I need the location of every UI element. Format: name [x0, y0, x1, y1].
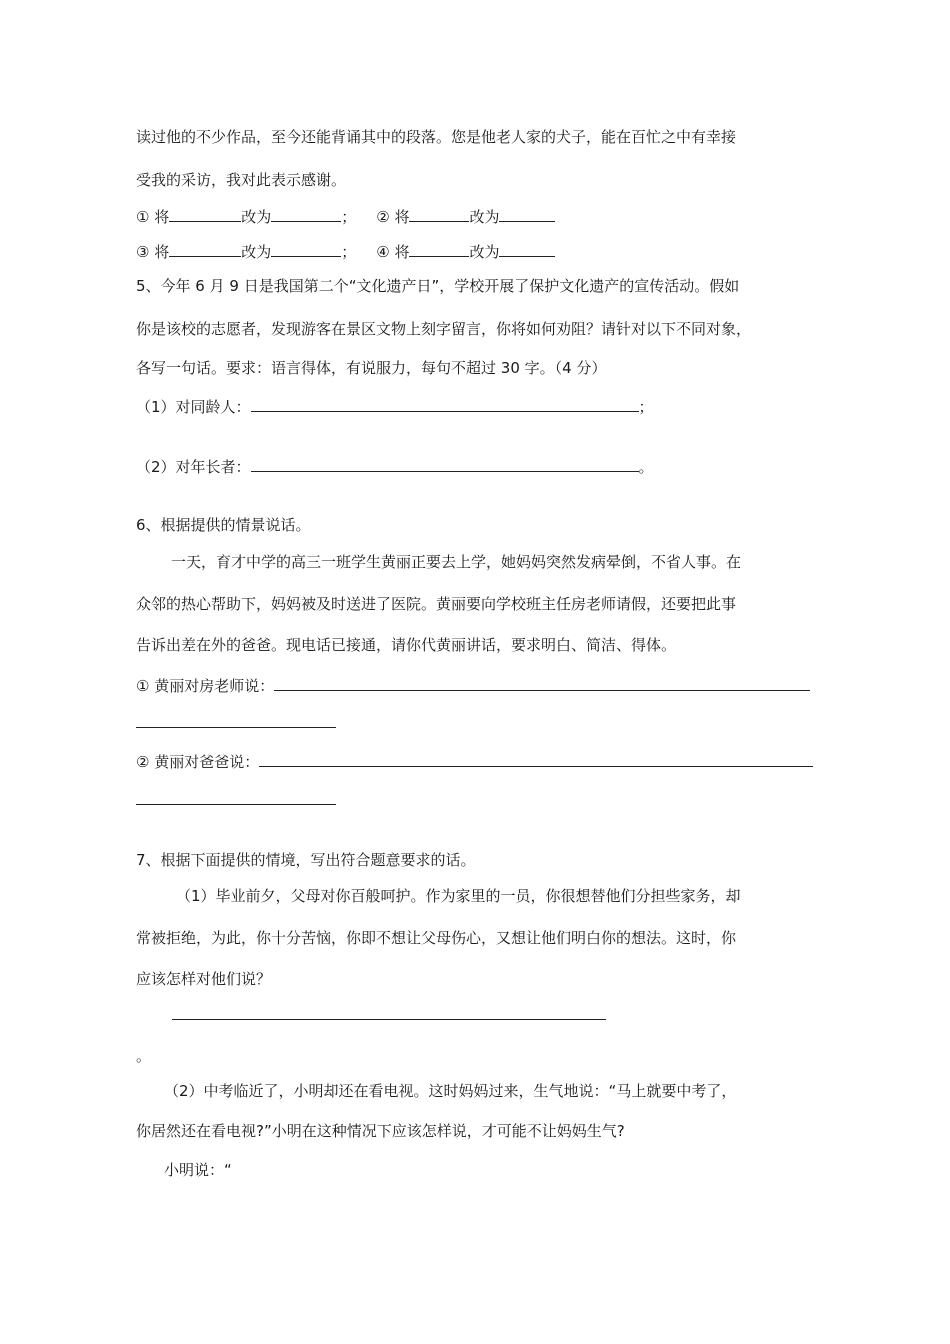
answer-blank[interactable]: [274, 674, 810, 691]
edit-sep: ；: [341, 243, 357, 261]
q5-sub-2: [136, 455, 654, 477]
q5-sub-1: [136, 395, 654, 417]
q5-sub-2-label: （2）对年长者：: [136, 458, 251, 476]
q5-sub-2-end: 。: [638, 458, 654, 476]
q5-line-3: 各写一句话。要求：语言得体，有说服力，每句不超过 30 字。（4 分）: [136, 359, 607, 377]
edit-label: 改为: [469, 243, 500, 261]
q7-s1-line-3: 应该怎样对他们说？: [136, 970, 272, 988]
edit-sep: ；: [341, 208, 357, 226]
edit-label: 改为: [241, 243, 272, 261]
q6-para-3: 告诉出差在外的爸爸。现电话已接通，请你代黄丽讲话，要求明白、简洁、得体。: [136, 636, 677, 654]
answer-blank[interactable]: [169, 240, 241, 257]
intro-line-2: 受我的采访，我对此表示感谢。: [136, 171, 347, 189]
intro-line-1: 读过他的不少作品，至今还能背诵其中的段落。您是他老人家的犬子，能在百忙之中有幸接: [136, 128, 737, 146]
answer-blank[interactable]: [271, 240, 341, 257]
edit-row-2: [136, 240, 555, 262]
answer-blank[interactable]: [409, 240, 469, 257]
answer-blank[interactable]: [251, 455, 639, 472]
q6-para-2: 众邻的热心帮助下，妈妈被及时送进了医院。黄丽要向学校班主任房老师请假，还要把此事: [136, 595, 737, 613]
q7-s2-line-1: （2）中考临近了，小明却还在看电视。这时妈妈过来，生气地说：“马上就要中考了，: [164, 1082, 737, 1100]
answer-blank[interactable]: [259, 750, 813, 767]
q7-s1-line-2: 常被拒绝，为此，你十分苦恼，你即不想让父母伤心，又想让他们明白你的想法。这时，你: [136, 929, 737, 947]
edit-label: 改为: [469, 208, 500, 226]
answer-blank[interactable]: [499, 205, 555, 222]
q7-s2-line-2: 你居然还在看电视?”小明在这种情况下应该怎样说，才可能不让妈妈生气?: [136, 1122, 625, 1140]
answer-blank[interactable]: [499, 240, 555, 257]
edit-label: ① 将: [136, 208, 170, 226]
q6-answer-2: [136, 750, 813, 772]
q6-answer-1: [136, 674, 810, 696]
answer-continuation-line[interactable]: [136, 804, 336, 805]
answer-blank[interactable]: [271, 205, 341, 222]
q5-sub-1-end: ；: [638, 398, 654, 416]
q6-para-1: 一天，育才中学的高三一班学生黄丽正要去上学，她妈妈突然发病晕倒，不省人事。在: [171, 553, 742, 571]
edit-label: ④ 将: [376, 243, 410, 261]
edit-label: ② 将: [376, 208, 410, 226]
q5-line-2: 你是该校的志愿者，发现游客在景区文物上刻字留言，你将如何劝阻？请针对以下不同对象，: [136, 320, 752, 338]
answer-blank[interactable]: [409, 205, 469, 222]
q7-s1-end: 。: [136, 1047, 152, 1065]
edit-label: ③ 将: [136, 243, 170, 261]
q6-answer-1-label: ① 黄丽对房老师说：: [136, 677, 275, 695]
answer-blank[interactable]: [251, 395, 639, 412]
answer-line[interactable]: [172, 1019, 606, 1020]
q7-s1-line-1: （1）毕业前夕，父母对你百般呵护。作为家里的一员，你很想替他们分担些家务，却: [176, 887, 741, 905]
q6-title: 6、根据提供的情景说话。: [136, 516, 311, 534]
q7-title: 7、根据下面提供的情境，写出符合题意要求的话。: [136, 851, 476, 869]
q5-sub-1-label: （1）对同龄人：: [136, 398, 251, 416]
edit-row-1: [136, 205, 555, 227]
q7-s2-line-3: 小明说：“: [164, 1161, 232, 1179]
answer-blank[interactable]: [169, 205, 241, 222]
q5-line-1: 5、今年 6 月 9 日是我国第二个“文化遗产日”，学校开展了保护文化遗产的宣传活动。假如: [136, 277, 740, 295]
q6-answer-2-label: ② 黄丽对爸爸说：: [136, 753, 260, 771]
edit-label: 改为: [241, 208, 272, 226]
answer-continuation-line[interactable]: [136, 727, 336, 728]
